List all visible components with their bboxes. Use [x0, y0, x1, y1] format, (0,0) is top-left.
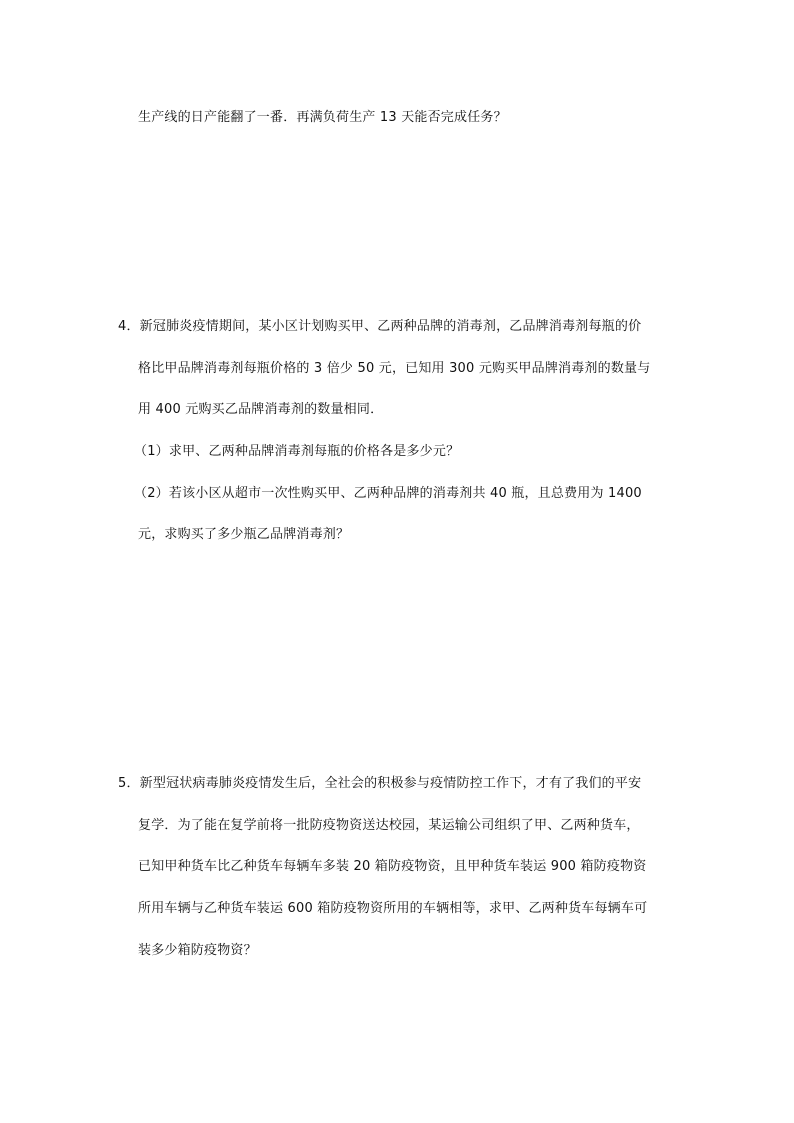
problem4-line2: 格比甲品牌消毒剂每瓶价格的 3 倍少 50 元，已知用 300 元购买甲品牌消毒剂的数量与 — [138, 361, 651, 376]
problem5-line1: 5．新型冠状病毒肺炎疫情发生后，全社会的积极参与疫情防控工作下，才有了我们的平安 — [118, 776, 642, 791]
problem4-line3: 用 400 元购买乙品牌消毒剂的数量相同． — [138, 402, 384, 417]
problem5-line4: 所用车辆与乙种货车装运 600 箱防疫物资所用的车辆相等，求甲、乙两种货车每辆车可 — [138, 901, 648, 916]
problem5-line2: 复学．为了能在复学前将一批防疫物资送达校园，某运输公司组织了甲、乙两种货车， — [138, 818, 640, 833]
problem5-line3: 已知甲种货车比乙种货车每辆车多装 20 箱防疫物资，且甲种货车装运 900 箱防疫物资 — [138, 859, 647, 874]
problem5-line5: 装多少箱防疫物资？ — [138, 943, 257, 958]
problem4-subquestion-2-line2: 元，求购买了多少瓶乙品牌消毒剂？ — [138, 527, 350, 542]
problem4-line1: 4．新冠肺炎疫情期间，某小区计划购买甲、乙两种品牌的消毒剂，乙品牌消毒剂每瓶的价 — [118, 319, 642, 334]
problem3-continuation-line: 生产线的日产能翻了一番．再满负荷生产 13 天能否完成任务？ — [138, 110, 507, 125]
problem4-subquestion-1: （1）求甲、乙两种品牌消毒剂每瓶的价格各是多少元？ — [134, 444, 460, 459]
problem4-subquestion-2-line1: （2）若该小区从超市一次性购买甲、乙两种品牌的消毒剂共 40 瓶，且总费用为 1400 — [134, 486, 642, 501]
